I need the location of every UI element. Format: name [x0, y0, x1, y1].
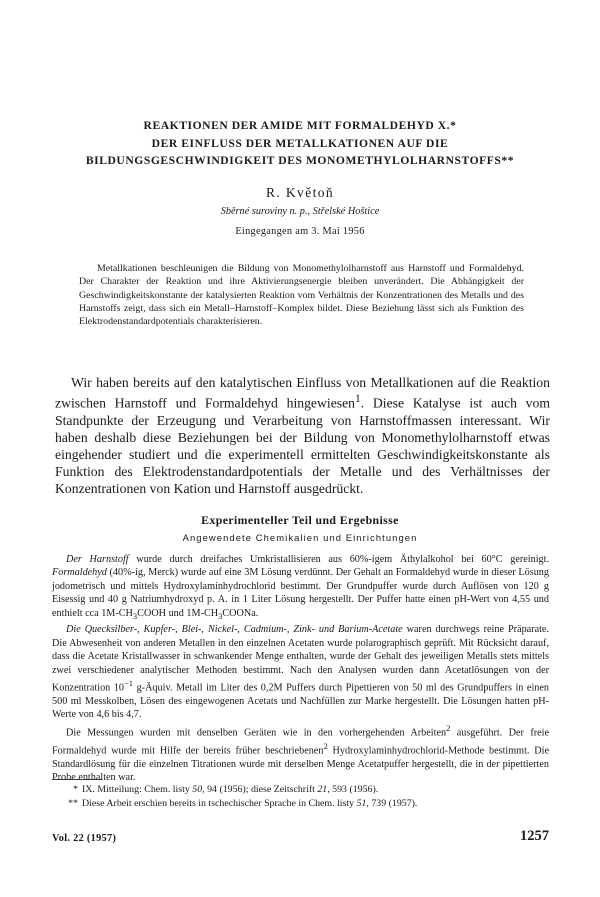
title-line-1: REAKTIONEN DER AMIDE MIT FORMALDEHYD X.*: [143, 119, 457, 132]
intro-text-rest: . Diese Katalyse ist auch vom Standpunkte der Erzeugung und Verarbeitung von Harnstoffmassen interessant. Wir haben deshalb diese Beziehungen bei der Bildung von Monomethylolharnstoff etwas eingehender studiert und die experimentell ermittelten Geschwindigkeitskonstante als Funktion des Elektrodenstandardpotentials der Metalle und des Verhältnisses der Konzentrationen von Kation und Harnstoff ausgedrückt.: [55, 395, 551, 497]
p1-text-2: (40%-ig, Merck) wurde auf eine 3M Lösung verdünnt. Der Gehalt an Formaldehyd wurde in dieser Lösung jodometrisch und mittels Hydroxylaminhydrochlorid bestimmt. Der Grundpuffer wurde durch Auflösen von 120 g Eisessig und 40 g Natriumhydroxyd p. A. in 1 Liter Lösung hergestellt. Der Puffer hatte einen pH-Wert von 4,55 und enthielt cca 1M-CH: [52, 567, 549, 619]
footer-page-number: 1257: [520, 828, 549, 844]
footnote-2-volume: 51: [356, 797, 367, 809]
intro-text: Wir haben bereits auf den katalytischen Einfluss von Metallkationen auf die Reaktion zwischen Harnstoff und Formaldehyd hingewiesen: [55, 375, 550, 411]
p3-text-1: Die Messungen wurden mit denselben Geräten wie in den vorhergehenden Arbeiten: [66, 727, 447, 739]
introduction-paragraph: [55, 374, 550, 497]
term-harnstoff: Der Harnstoff: [66, 554, 129, 565]
subsection-heading: Angewendete Chemikalien und Einrichtungen: [182, 532, 418, 543]
title-line-2: DER EINFLUSS DER METALLKATIONEN AUF DIE: [151, 137, 449, 150]
p1-subscript-1: 3: [132, 610, 138, 621]
term-acetates: Die Quecksilber-, Kupfer-, Blei-, Nickel-, Cadmium-, Zink- und Barium-Acetate: [66, 624, 403, 636]
p1-text-1: wurde durch dreifaches Umkristallisieren aus 60%-igem Äthylalkohol bei 60°C gereinigt.: [128, 554, 550, 565]
author-name: R. Květoň: [265, 185, 335, 200]
p3-text-2: ausgeführt. Der freie Formaldehyd wurde mit Hilfe der bereits früher beschriebenen: [52, 727, 549, 757]
footnotes: [52, 783, 549, 810]
p3-reference-2: 2: [323, 740, 328, 751]
term-formaldehyd: Formaldehyd: [52, 567, 107, 579]
footnote-1-volume-1: 50: [192, 784, 203, 795]
p1-text-3: COOH und 1M-CH: [137, 607, 219, 619]
p2-superscript: −1: [124, 678, 134, 689]
author-affiliation: Sběrné suroviny n. p., Střelské Hoštice: [220, 206, 380, 217]
section-heading: Experimenteller Teil und Ergebnisse: [201, 513, 399, 527]
p1-subscript-2: 3: [218, 610, 223, 621]
p2-text-2: g-Äquiv. Metall im Liter des 0,2M Puffers durch Pipettieren von 50 ml des Grundpuffers in einen 500 ml Messkolben, Lösen des eingewogenen Acetats und Nachfüllen zur Marke hergestellt. Die Lösungen hatten pH-Werte von 4,6 bis 4,7.: [52, 682, 549, 721]
title-line-3: BILDUNGSGESCHWINDIGKEIT DES MONOMETHYLOLHARNSTOFFS**: [85, 154, 515, 167]
experimental-body: [52, 553, 549, 784]
footnote-2-mark: **: [68, 797, 78, 809]
footnote-1-text-3: , 593 (1956).: [327, 784, 379, 795]
footnote-2-text-1: Diese Arbeit erschien bereits in tschechischer Sprache in Chem. listy: [82, 797, 357, 809]
intro-reference: 1: [355, 393, 361, 406]
footnote-2: [52, 797, 549, 811]
footnote-1-text-1: IX. Mitteilung: Chem. listy: [82, 784, 193, 795]
paragraph-urea-formaldehyde: [52, 553, 549, 623]
paragraph-acetates: [52, 623, 549, 722]
footnote-divider: [52, 779, 102, 780]
footnote-2-text-2: , 739 (1957).: [366, 797, 418, 809]
footnote-1-volume-2: 21: [317, 784, 328, 795]
footnote-1: [52, 783, 549, 797]
p3-reference-1: 2: [446, 722, 451, 733]
abstract: Metallkationen beschleunigen die Bildung von Monomethylolharnstoff aus Harnstoff und Formaldehyd. Der Charakter der Reaktion und ihre Aktivierungsenergie bleiben unverändert. Die Abhängigkeit der Geschwindigkeitskonstante der katalysierten Reaktion vom Verhältnis der Konzentrationen des Metalls und des Harnstoffs zeigt, dass sich ein Metall–Harnstoff–Komplex bildet. Diese Beziehung lässt sich als Funktion des Elektrodenstandardpotentials charakterisieren.: [79, 263, 524, 328]
received-date: Eingegangen am 3. Mai 1956: [235, 226, 365, 237]
footnote-1-text-2: , 94 (1956); diese Zeitschrift: [202, 784, 318, 795]
paragraph-measurements: [52, 722, 549, 785]
footer-volume: Vol. 22 (1957): [52, 833, 117, 844]
p2-text-1: waren durchwegs reine Präparate. Die Abwesenheit von anderen Metallen in den einzelnen Acetaten wurde polarographisch geprüft. Mit Rücksicht darauf, dass die Acetate Kristallwasser in schwankender Menge enthalten, wurde der Gehalt des jeweiligen Metalls stets mittels zwei verschiedener analytischer Methoden bestimmt. Nach den Analysen wurden dann Acetatlösungen von der Konzentration 10: [52, 624, 549, 694]
p1-text-4: COONa.: [222, 607, 259, 619]
footnote-1-mark: *: [73, 784, 78, 795]
p3-text-3: Hydroxylaminhydrochlorid-Methode bestimmt. Die Standardlösung für die einzelnen Titrationen wurde mit derselben Menge Acetatpuffer hergestellt, die in der pipettierten Probe enthalten war.: [52, 745, 550, 783]
